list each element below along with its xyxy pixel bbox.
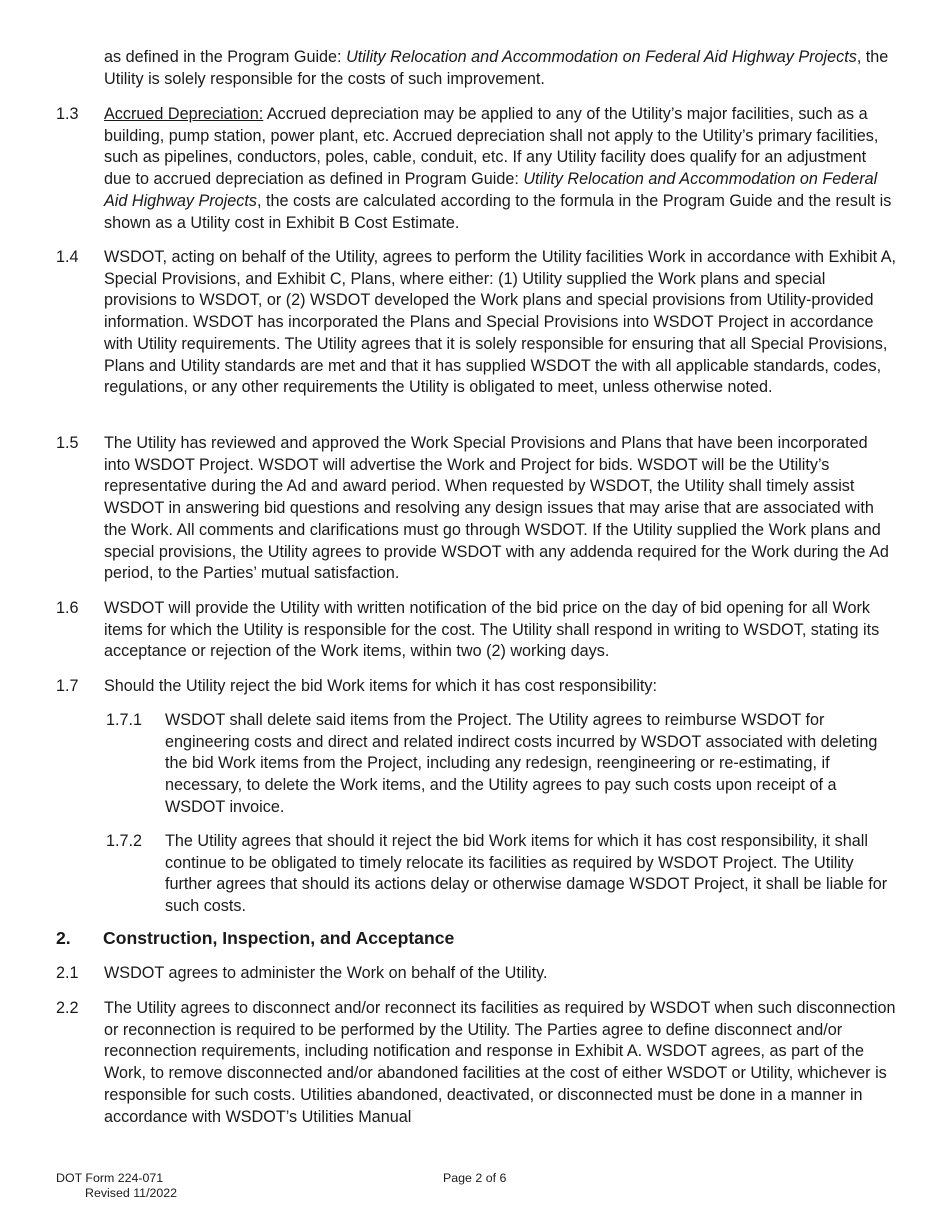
section-number: 1.3 <box>56 105 79 123</box>
section-text: The Utility agrees that should it reject the bid Work items for which it has cost responsibility, it shall continue to be obligated to timely relocate its facilities as required by WSDOT Project. The Utility further agrees that should its actions delay or otherwise damage WSDOT Project, it shall be liable for such costs. <box>165 832 888 916</box>
section-2-heading <box>56 928 454 950</box>
section-1-4 <box>56 247 896 399</box>
section-text: WSDOT shall delete said items from the Project. The Utility agrees to reimburse WSDOT for engineering costs and direct and related indirect costs incurred by WSDOT associated with deleting the bid Work items from the Project, including any redesign, reengineering or re-estimating, if necessary, to delete the Work items, and the Utility agrees to pay such costs upon receipt of a WSDOT invoice. <box>165 711 878 816</box>
section-number: 1.4 <box>56 248 79 266</box>
section-text: WSDOT will provide the Utility with written notification of the bid price on the day of bid opening for all Work items for which the Utility is responsible for the cost. The Utility shall respond in writing to WSDOT, stating its acceptance or rejection of the Work items, within two (2) working days. <box>104 599 880 661</box>
section-number: 2.2 <box>56 999 79 1017</box>
section-2-2 <box>56 998 896 1128</box>
section-title: Accrued Depreciation: <box>104 105 264 123</box>
section-number: 1.5 <box>56 434 79 452</box>
section-2-1 <box>56 963 896 985</box>
section-number: 1.7.2 <box>106 832 143 850</box>
section-number: 1.6 <box>56 599 79 617</box>
paragraph-intro: as defined in the Program Guide: Utility Relocation and Accommodation on Federal Aid Highway Projects, the Utility is solely responsible for the costs of such improvement. <box>104 48 889 88</box>
footer-form-number: DOT Form 224-071 <box>56 1171 164 1185</box>
section-number: 1.7.1 <box>106 711 143 729</box>
section-title: Construction, Inspection, and Acceptance <box>103 928 455 948</box>
section-text: The Utility agrees to disconnect and/or reconnect its facilities as required by WSDOT when such disconnection or reconnection is required to be performed by the Utility. The Parties agree to define disconnect and/or reconnection requirements, including notification and response in Exhibit A. WSDOT agrees, as part of the Work, to remove disconnected and/or abandoned facilities at the cost of either WSDOT or Utility, whichever is responsible for such costs. Utilities abandoned, deactivated, or disconnected must be done in a manner in accordance with WSDOT’s Utilities Manual <box>104 999 896 1126</box>
section-1-6 <box>56 598 896 663</box>
section-number: 1.7 <box>56 677 79 695</box>
section-text: WSDOT agrees to administer the Work on behalf of the Utility. <box>104 964 548 982</box>
section-text: The Utility has reviewed and approved the Work Special Provisions and Plans that have been incorporated into WSDOT Project. WSDOT will advertise the Work and Project for bids. WSDOT will be the Utility’s representative during the Ad and award period. When requested by WSDOT, the Utility shall timely assist WSDOT in answering bid questions and resolving any design issues that may arise that are associated with the Work. All comments and clarifications must go through WSDOT. If the Utility supplied the Work plans and special provisions, the Utility agrees to provide WSDOT with any addenda required for the Work during the Ad period, to the Parties’ mutual satisfaction. <box>104 434 889 583</box>
footer-page-number: Page 2 of 6 <box>443 1171 507 1185</box>
footer-revised-date: Revised 11/2022 <box>85 1186 178 1200</box>
section-1-5 <box>56 433 896 585</box>
section-1-3: 1.3 Accrued Depreciation: Accrued depreciation may be applied to any of the Utility’s major facilities, such as a building, pump station, power plant, etc. Accrued depreciation shall not apply to the Utility’s primary facilities, such as pipelines, conductors, poles, cable, conduit, etc. If any Utility facility does qualify for an adjustment due to accrued depreciation as defined in Program Guide: Utility Relocation and Accommodation on Federal Aid Highway Projects, the costs are calculated according to the formula in the Program Guide and the result is shown as a Utility cost in Exhibit B Cost Estimate. <box>56 105 892 232</box>
section-text: WSDOT, acting on behalf of the Utility, agrees to perform the Utility facilities Work in accordance with Exhibit A, Special Provisions, and Exhibit C, Plans, where either: (1) Utility supplied the Work plans and special provisions to WSDOT, or (2) WSDOT developed the Work plans and special provisions from Utility-provided information. WSDOT has incorporated the Plans and Special Provisions into WSDOT Project in accordance with Utility requirements. The Utility agrees that it is solely responsible for ensuring that all Special Provisions, Plans and Utility standards are met and that it has supplied WSDOT the with all applicable standards, codes, regulations, or any other requirements the Utility is obligated to meet, unless otherwise noted. <box>104 248 897 397</box>
section-1-7 <box>56 676 896 698</box>
section-1-7-1 <box>106 710 896 819</box>
section-number: 2.1 <box>56 964 79 982</box>
section-number: 2. <box>56 928 71 948</box>
section-text: Should the Utility reject the bid Work items for which it has cost responsibility: <box>104 677 657 695</box>
section-1-7-2 <box>106 831 896 918</box>
